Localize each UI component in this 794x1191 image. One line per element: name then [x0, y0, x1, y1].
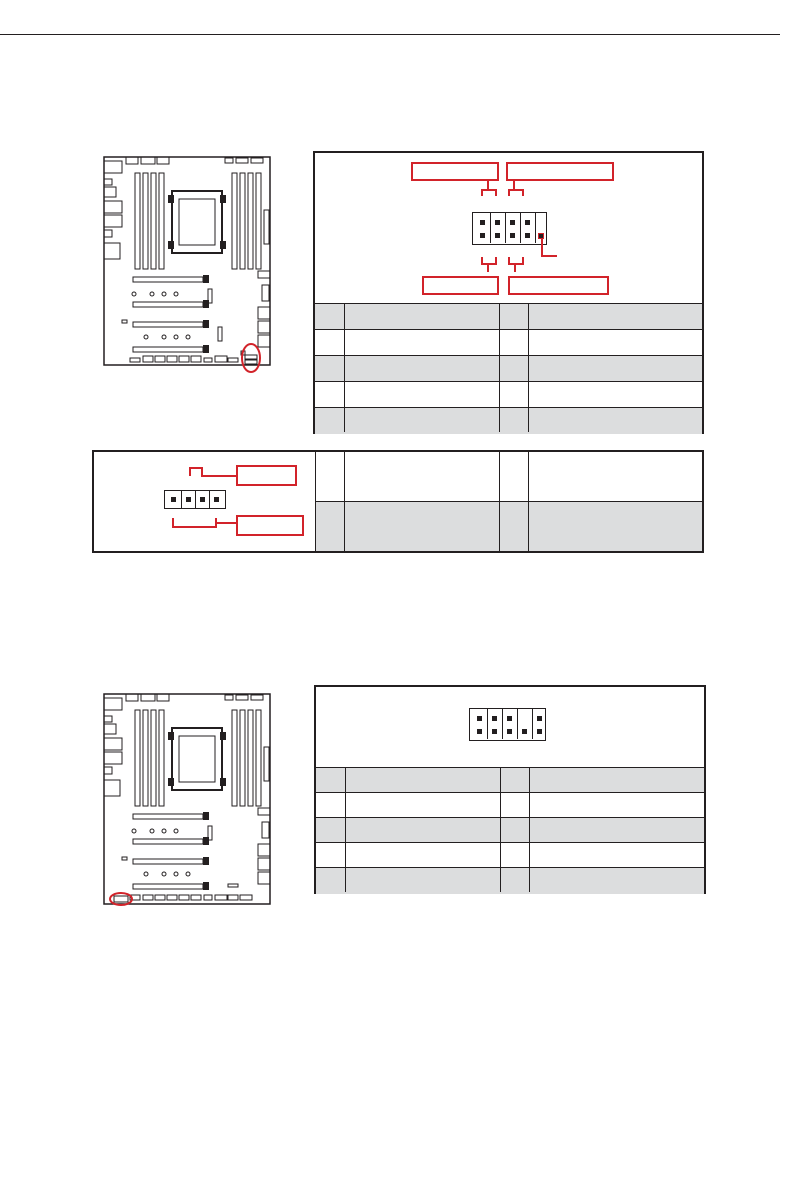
header-pinout-panel-2 — [314, 685, 706, 894]
small-header-panel — [92, 450, 704, 553]
motherboard-layout-icon — [100, 692, 275, 912]
top-rule — [0, 34, 780, 35]
pin-label-bottom-right — [508, 276, 609, 295]
pin-header-icon — [164, 490, 226, 509]
table-row — [316, 767, 704, 792]
table-row — [316, 842, 704, 867]
header-pinout-panel — [313, 151, 704, 434]
table-row — [315, 329, 702, 355]
table-row — [316, 867, 704, 894]
pin-label-bottom-left — [422, 276, 499, 295]
motherboard-layout-icon — [100, 155, 275, 375]
pin-label-upper — [236, 465, 297, 486]
pin-header-icon — [472, 212, 547, 245]
pin-label-lower — [236, 515, 304, 536]
table-row — [316, 817, 704, 842]
pin-label-top-left — [411, 162, 499, 181]
small-table — [315, 452, 702, 551]
table-row — [316, 792, 704, 817]
pin-header-icon — [469, 708, 546, 741]
red-circle-marker-icon — [110, 893, 132, 905]
table-row — [315, 303, 702, 329]
table-row — [315, 381, 702, 407]
table-row — [315, 407, 702, 434]
table-row — [315, 355, 702, 381]
pin-label-top-right — [506, 162, 614, 181]
